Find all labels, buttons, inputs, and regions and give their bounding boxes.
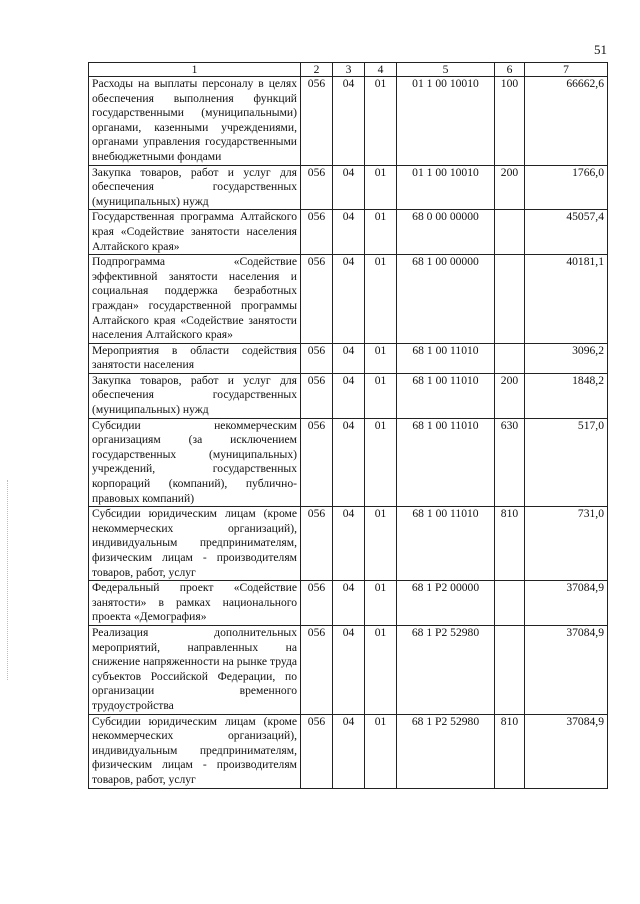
section-code-cell: 04 [333, 210, 365, 255]
row-name-cell: Мероприятия в области содействия занятости населения [89, 343, 301, 373]
subsection-code-cell: 01 [365, 165, 397, 210]
row-name-cell: Расходы на выплаты персоналу в целях обеспечения выполнения функций государственными (муниципальными) органами, казенными учреждениями, органами управления государственными внебюджетными фондами [89, 77, 301, 166]
table-row [89, 418, 608, 507]
section-code-cell: 04 [333, 418, 365, 507]
table-row [89, 373, 608, 418]
expense-type-cell [495, 210, 525, 255]
subsection-code-cell: 01 [365, 343, 397, 373]
target-article-cell: 01 1 00 10010 [397, 165, 495, 210]
row-name-cell: Федеральный проект «Содействие занятости» в рамках национального проекта «Демография» [89, 581, 301, 626]
table-row [89, 714, 608, 788]
section-code-cell: 04 [333, 581, 365, 626]
section-code-cell: 04 [333, 373, 365, 418]
header-cell: 4 [365, 63, 397, 77]
section-code-cell: 04 [333, 343, 365, 373]
table-row [89, 210, 608, 255]
table-row [89, 507, 608, 581]
section-code-cell: 04 [333, 714, 365, 788]
amount-cell: 1766,0 [525, 165, 608, 210]
ministry-code-cell: 056 [301, 625, 333, 714]
row-name-cell: Субсидии юридическим лицам (кроме некоммерческих организаций), индивидуальным предпринимателям, физическим лицам - производителям товаров, работ, услуг [89, 714, 301, 788]
target-article-cell: 68 1 00 11010 [397, 507, 495, 581]
amount-cell: 37084,9 [525, 714, 608, 788]
header-cell: 6 [495, 63, 525, 77]
section-code-cell: 04 [333, 625, 365, 714]
target-article-cell: 68 1 00 11010 [397, 418, 495, 507]
ministry-code-cell: 056 [301, 210, 333, 255]
row-name-cell: Подпрограмма «Содействие эффективной занятости населения и социальная поддержка безработных граждан» государственной программы Алтайского края «Содействие занятости населения Алтайского края» [89, 255, 301, 344]
section-code-cell: 04 [333, 165, 365, 210]
subsection-code-cell: 01 [365, 625, 397, 714]
amount-cell: 3096,2 [525, 343, 608, 373]
subsection-code-cell: 01 [365, 714, 397, 788]
expense-type-cell: 630 [495, 418, 525, 507]
subsection-code-cell: 01 [365, 77, 397, 166]
ministry-code-cell: 056 [301, 255, 333, 344]
table-row [89, 581, 608, 626]
ministry-code-cell: 056 [301, 507, 333, 581]
target-article-cell: 68 1 00 00000 [397, 255, 495, 344]
subsection-code-cell: 01 [365, 373, 397, 418]
subsection-code-cell: 01 [365, 255, 397, 344]
expense-type-cell: 200 [495, 373, 525, 418]
header-cell: 1 [89, 63, 301, 77]
amount-cell: 37084,9 [525, 625, 608, 714]
expense-type-cell [495, 255, 525, 344]
header-cell: 2 [301, 63, 333, 77]
row-name-cell: Субсидии некоммерческим организациям (за исключением государственных (муниципальных) учреждений, государственных корпораций (компаний), публично-правовых компаний) [89, 418, 301, 507]
expense-type-cell [495, 343, 525, 373]
row-name-cell: Реализация дополнительных мероприятий, направленных на снижение напряженности на рынке труда субъектов Российской Федерации, по организации временного трудоустройства [89, 625, 301, 714]
target-article-cell: 01 1 00 10010 [397, 77, 495, 166]
expense-type-cell [495, 581, 525, 626]
expense-type-cell [495, 625, 525, 714]
amount-cell: 1848,2 [525, 373, 608, 418]
header-row [89, 63, 608, 77]
row-name-cell: Государственная программа Алтайского края «Содействие занятости населения Алтайского края» [89, 210, 301, 255]
amount-cell: 66662,6 [525, 77, 608, 166]
table-row [89, 165, 608, 210]
ministry-code-cell: 056 [301, 418, 333, 507]
ministry-code-cell: 056 [301, 373, 333, 418]
subsection-code-cell: 01 [365, 210, 397, 255]
expense-type-cell: 810 [495, 714, 525, 788]
ministry-code-cell: 056 [301, 77, 333, 166]
ministry-code-cell: 056 [301, 581, 333, 626]
amount-cell: 731,0 [525, 507, 608, 581]
page-number: 51 [594, 42, 607, 57]
amount-cell: 40181,1 [525, 255, 608, 344]
subsection-code-cell: 01 [365, 418, 397, 507]
section-code-cell: 04 [333, 255, 365, 344]
budget-table [88, 62, 608, 789]
table-row [89, 77, 608, 166]
target-article-cell: 68 1 P2 52980 [397, 714, 495, 788]
row-name-cell: Субсидии юридическим лицам (кроме некоммерческих организаций), индивидуальным предпринимателям, физическим лицам - производителям товаров, работ, услуг [89, 507, 301, 581]
header-cell: 3 [333, 63, 365, 77]
table-row [89, 343, 608, 373]
section-code-cell: 04 [333, 77, 365, 166]
ministry-code-cell: 056 [301, 714, 333, 788]
header-cell: 7 [525, 63, 608, 77]
row-name-cell: Закупка товаров, работ и услуг для обеспечения государственных (муниципальных) нужд [89, 165, 301, 210]
ministry-code-cell: 056 [301, 165, 333, 210]
expense-type-cell: 100 [495, 77, 525, 166]
amount-cell: 45057,4 [525, 210, 608, 255]
amount-cell: 517,0 [525, 418, 608, 507]
expense-type-cell: 200 [495, 165, 525, 210]
subsection-code-cell: 01 [365, 581, 397, 626]
scan-edge-marks [7, 480, 10, 680]
target-article-cell: 68 1 00 11010 [397, 373, 495, 418]
expense-type-cell: 810 [495, 507, 525, 581]
target-article-cell: 68 1 P2 00000 [397, 581, 495, 626]
target-article-cell: 68 1 P2 52980 [397, 625, 495, 714]
section-code-cell: 04 [333, 507, 365, 581]
row-name-cell: Закупка товаров, работ и услуг для обеспечения государственных (муниципальных) нужд [89, 373, 301, 418]
subsection-code-cell: 01 [365, 507, 397, 581]
table-row [89, 255, 608, 344]
target-article-cell: 68 1 00 11010 [397, 343, 495, 373]
amount-cell: 37084,9 [525, 581, 608, 626]
header-cell: 5 [397, 63, 495, 77]
target-article-cell: 68 0 00 00000 [397, 210, 495, 255]
table-row [89, 625, 608, 714]
ministry-code-cell: 056 [301, 343, 333, 373]
